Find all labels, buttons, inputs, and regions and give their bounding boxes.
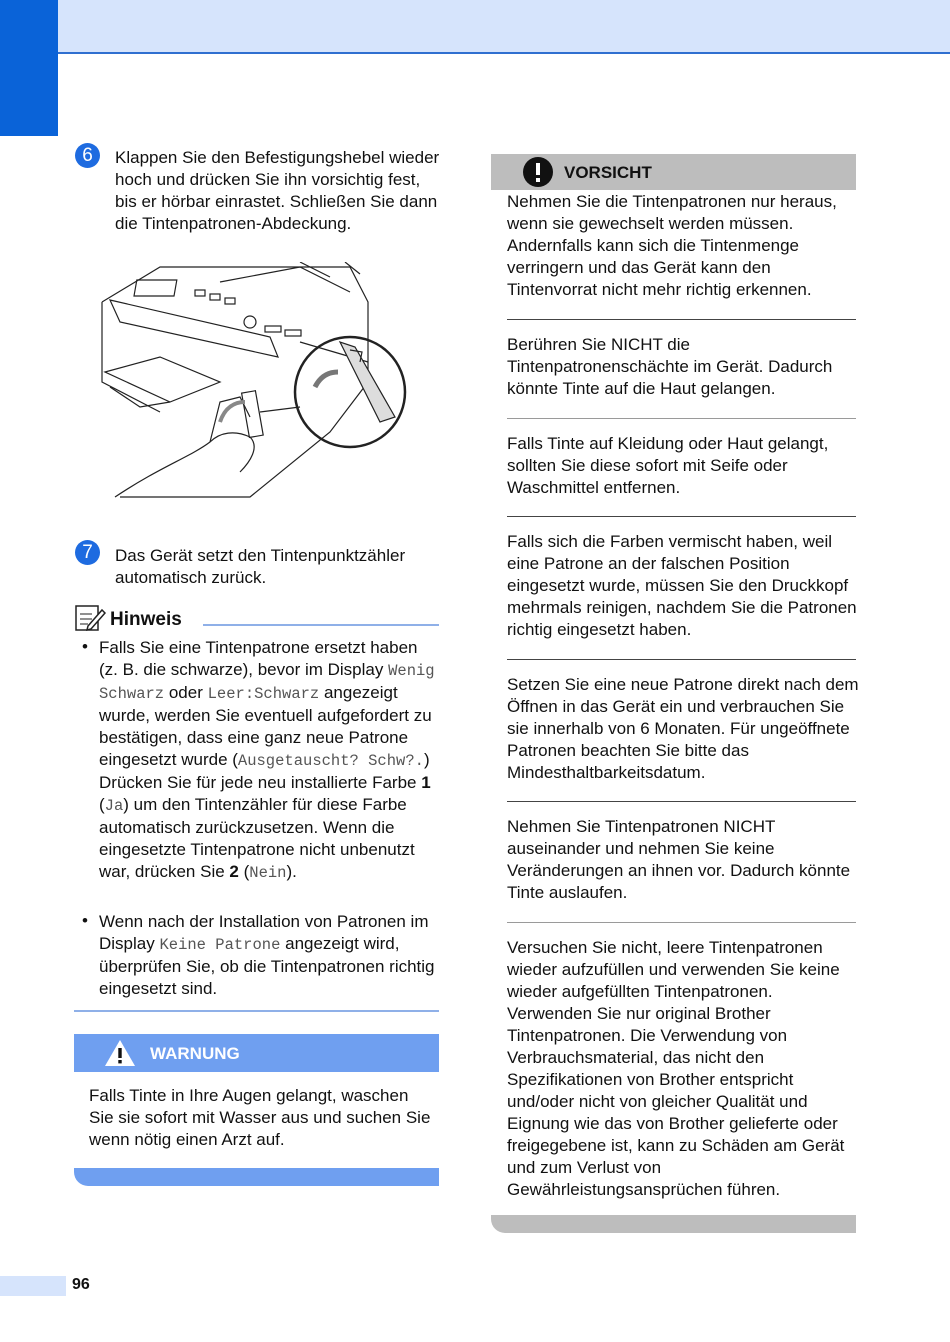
printer-drawing	[100, 262, 410, 512]
warning-text: Falls Tinte in Ihre Augen gelangt, waschen Sie sie sofort mit Wasser aus und suchen Sie wenn nötig einen Arzt auf.	[89, 1086, 431, 1149]
warning-footer	[74, 1168, 439, 1186]
warning-header	[74, 1034, 439, 1072]
chapter-tab	[0, 0, 58, 136]
printer-illustration	[100, 262, 410, 512]
note-bullet-2-text: Wenn nach der Installation von Patronen im Display Keine Patrone angezeigt wird, überprüfen Sie, ob die Tintenpatronen richtig eingesetzt sind.	[99, 912, 435, 998]
caution-separator	[507, 801, 856, 802]
step-6-badge	[75, 143, 100, 168]
note-bullet-1-text: Falls Sie eine Tintenpatrone ersetzt haben (z. B. die schwarze), bevor im Display Wenig Schwarz oder Leer:Schwarz angezeigt wurde, werden Sie eventuell aufgefordert zu bestätigen, dass eine ganz neue Patrone eingesetzt wurde (Ausgetauscht? Schw?.) Drücken Sie für jede neu installierte Farbe 1 (Ja) um den Tintenzähler für diese Farbe automatisch zurückzusetzen. Wenn die eingesetzte Tintenpatrone nicht unbenutzt war, drücken Sie 2 (Nein).	[99, 638, 435, 882]
caution-footer	[491, 1215, 856, 1233]
step-7-number: 7	[82, 542, 93, 563]
caution-paragraph-3: Falls Tinte auf Kleidung oder Haut gelangt, sollten Sie diese sofort mit Seife oder Waschmittel entfernen.	[507, 434, 829, 497]
caution-paragraph-7: Versuchen Sie nicht, leere Tintenpatronen wieder aufzufüllen und verwenden Sie keine wieder aufgefüllten Tintenpatronen. Verwenden Sie nur original Brother Tintenpatronen. Die Verwendung von Verbrauchsmaterial, das nicht den Spezifikationen von Brother entspricht und/oder nicht von gleicher Qualität und Eignung wie das von Brother gelieferte oder freigegebene ist, kann zu Schäden am Gerät und zum Verlust von Gewährleistungsansprüchen führen.	[507, 938, 845, 1199]
caution-title: VORSICHT	[564, 163, 652, 182]
note-bottom-rule	[74, 1010, 439, 1012]
step-7-badge	[75, 540, 100, 565]
caution-paragraph-5: Setzen Sie eine neue Patrone direkt nach dem Öffnen in das Gerät ein und verbrauchen Sie sie innerhalb von 6 Monaten. Für ungeöffnete Patronen beachten Sie bitte das Mindesthaltbarkeitsdatum.	[507, 675, 859, 782]
note-title-rule	[203, 624, 439, 626]
caution-separator	[507, 922, 856, 923]
caution-separator	[507, 516, 856, 517]
note-title: Hinweis	[110, 609, 182, 630]
step-7-text: Das Gerät setzt den Tintenpunktzähler automatisch zurück.	[115, 546, 406, 587]
note-bullet-2	[82, 911, 442, 1000]
caution-paragraph-1: Nehmen Sie die Tintenpatronen nur heraus, wenn sie gewechselt werden müssen. Andernfalls kann sich die Tintenmenge verringern und das Gerät kann den Tintenvorrat nicht mehr richtig erkennen.	[507, 192, 837, 299]
note-bullet-1	[82, 637, 442, 884]
note-pencil-icon	[74, 604, 106, 632]
warning-title: WARNUNG	[150, 1044, 240, 1063]
bullet-dot: •	[82, 637, 88, 656]
caution-separator	[507, 418, 856, 419]
caution-separator	[507, 319, 856, 320]
caution-paragraph-2: Berühren Sie NICHT die Tintenpatronenschächte im Gerät. Dadurch könnte Tinte auf die Haut gelangen.	[507, 335, 833, 398]
page-number-bar	[0, 1276, 66, 1296]
step-6-number: 6	[82, 145, 93, 166]
page-number: 96	[72, 1276, 90, 1293]
caution-header	[491, 154, 856, 190]
caution-exclamation-icon	[523, 157, 553, 187]
header-bar	[0, 0, 950, 54]
warning-triangle-icon	[104, 1039, 136, 1067]
caution-paragraph-4: Falls sich die Farben vermischt haben, weil eine Patrone an der falschen Position eingesetzt wurde, müssen Sie den Druckkopf mehrmals reinigen, nachdem Sie die Patronen richtig eingesetzt haben.	[507, 532, 857, 639]
caution-separator	[507, 659, 856, 660]
step-6-text: Klappen Sie den Befestigungshebel wieder hoch und drücken Sie ihn vorsichtig fest, bis er hörbar einrastet. Schließen Sie dann die Tintenpatronen-Abdeckung.	[115, 148, 440, 233]
caution-paragraph-6: Nehmen Sie Tintenpatronen NICHT auseinander und nehmen Sie keine Veränderungen an ihnen vor. Dadurch könnte Tinte auslaufen.	[507, 817, 851, 902]
bullet-dot: •	[82, 911, 88, 930]
